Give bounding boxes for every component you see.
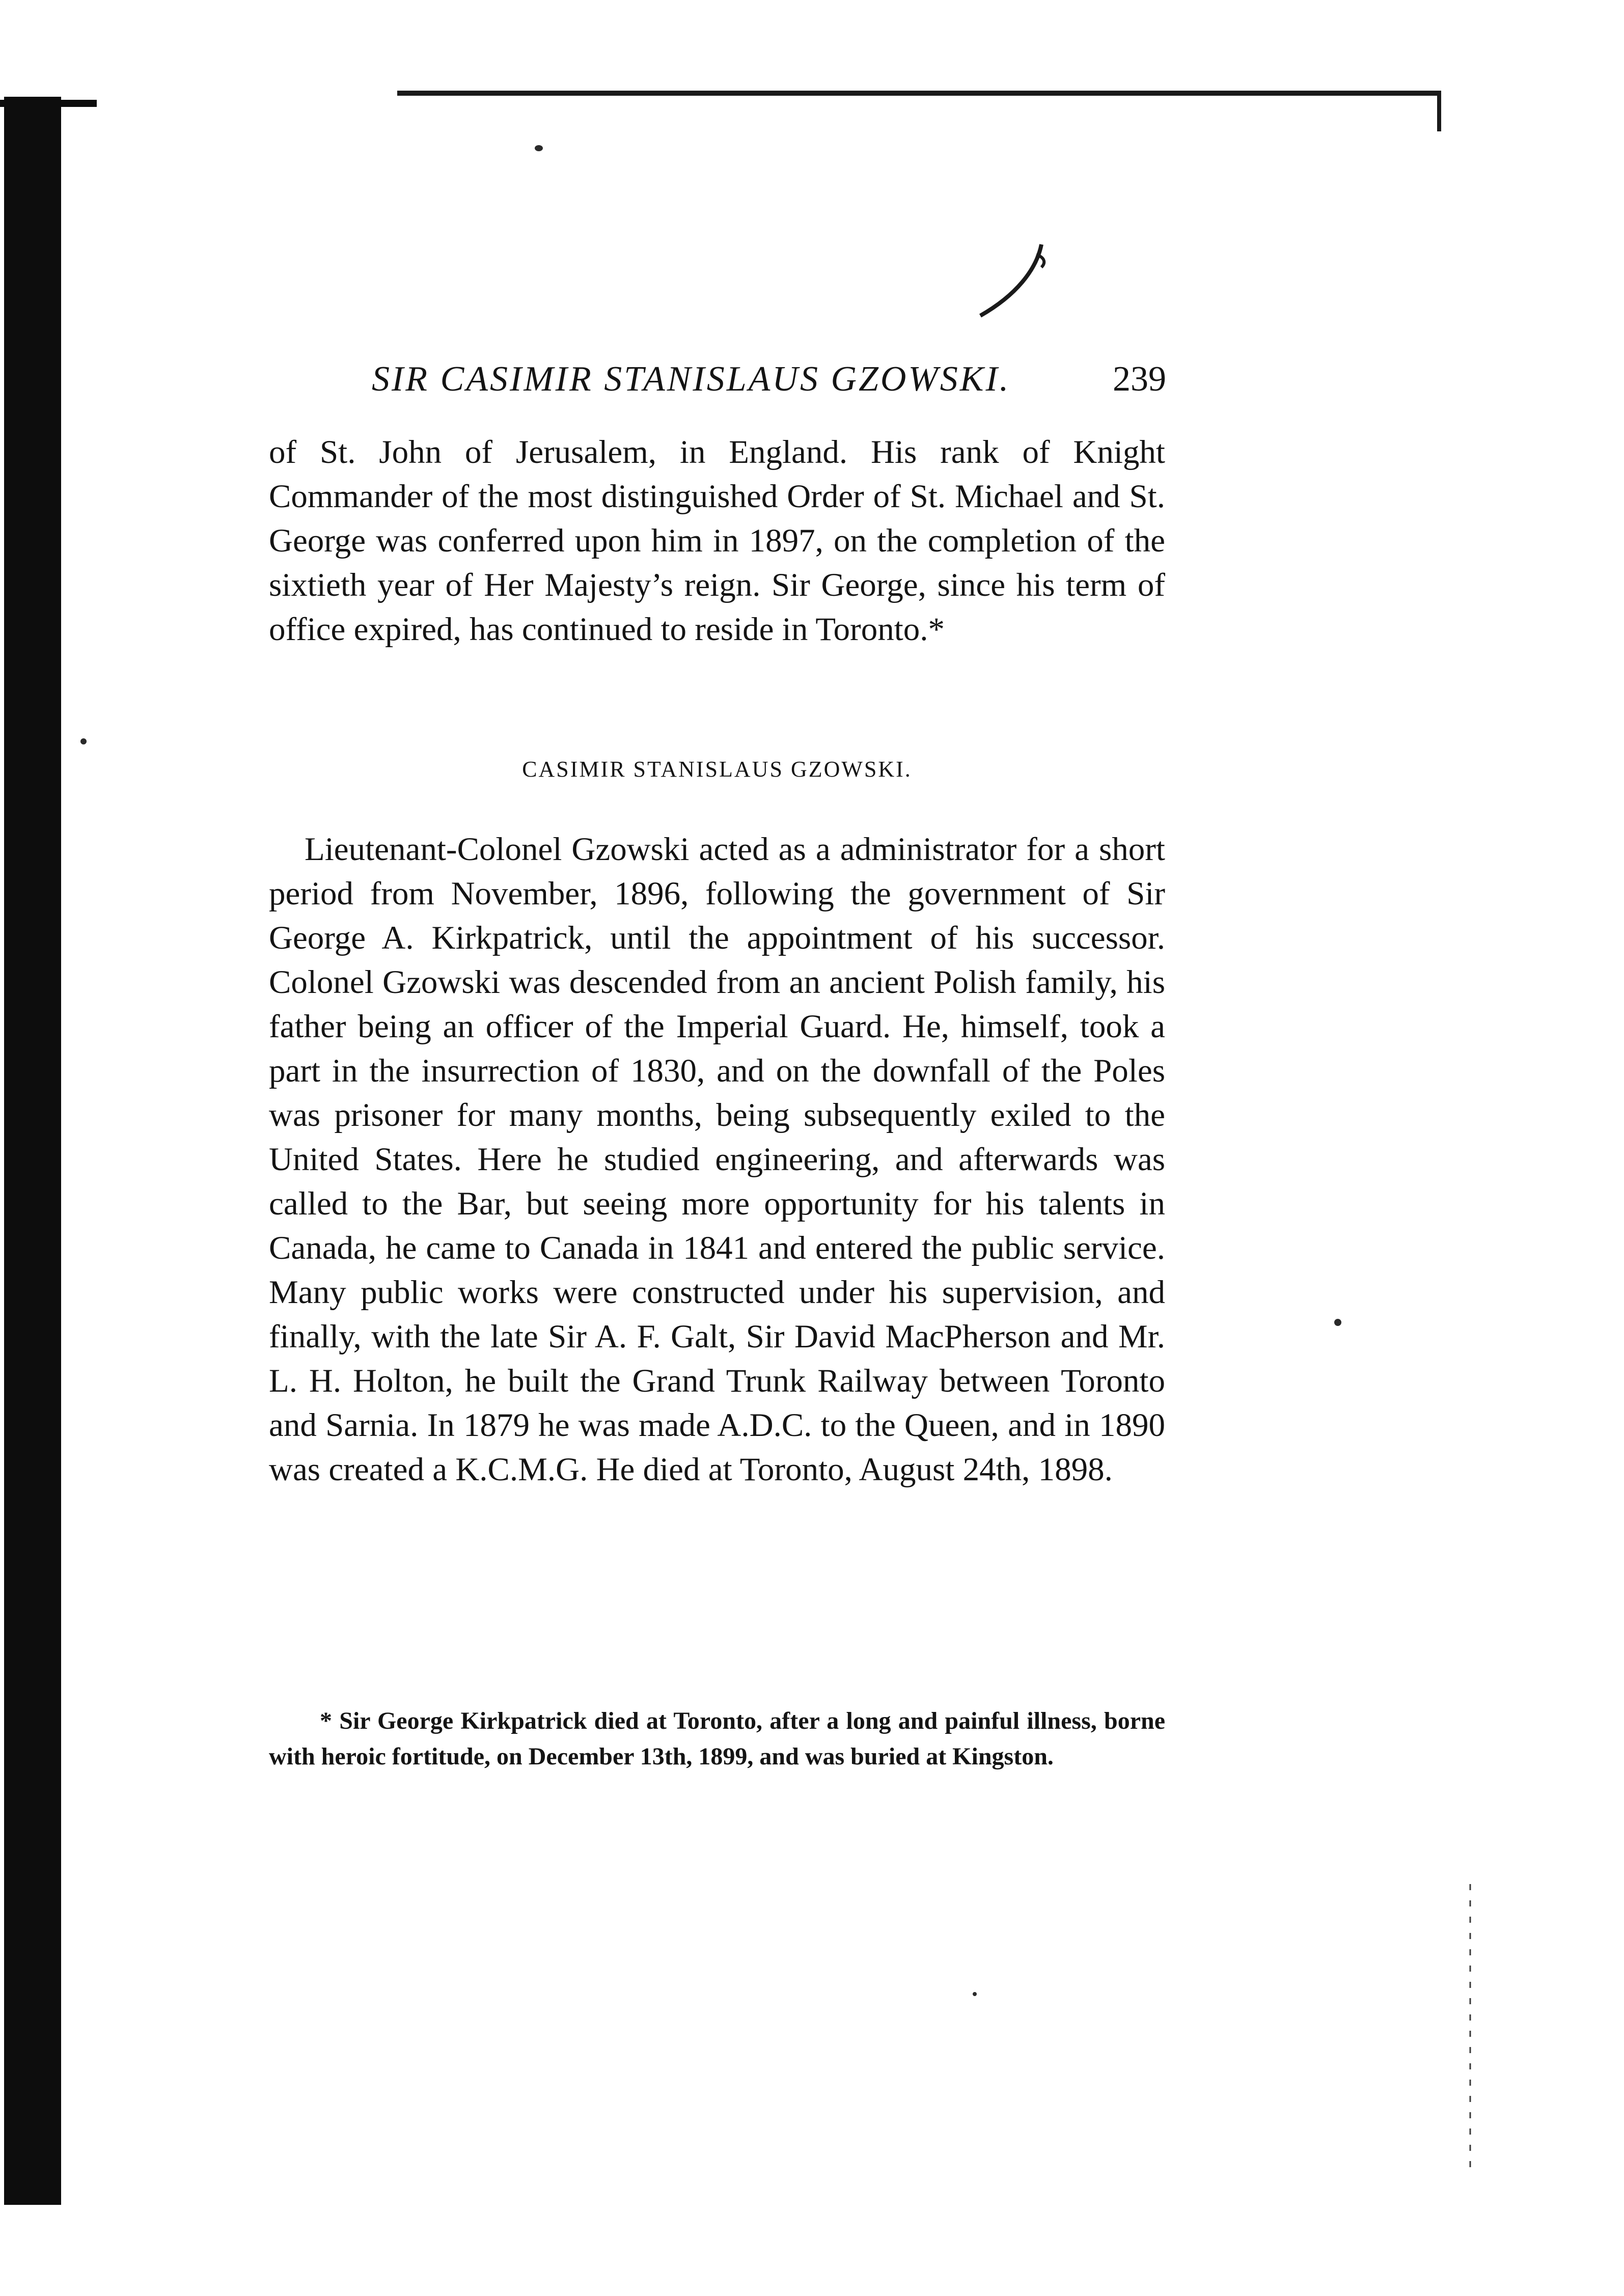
scan-speck	[80, 738, 87, 744]
pen-mark-icon	[960, 239, 1062, 321]
scan-speck	[1334, 1319, 1341, 1326]
page-number: 239	[1113, 359, 1166, 399]
scan-edge-bar	[4, 97, 61, 2205]
footnote: * Sir George Kirkpatrick died at Toronto, after a long and painful illness, borne with heroic fortitude, on December 13th, 1899, and was buried at Kingston.	[269, 1707, 1165, 1770]
top-rule-tick	[1437, 91, 1441, 131]
biography-paragraph: Lieutenant-Colonel Gzowski acted as a administrator for a short period from November, 1896, following the government of Sir George A. Kirkpatrick, until the appointment of his successor. Colonel Gzowski was descended from an ancient Polish family, his father being an officer of the Imperial Guard. He, himself, took a part in the insurrection of 1830, and on the downfall of the Poles was prisoner for many months, being subsequently exiled to the United States. Here he studied engineering, and afterwards was called to the Bar, but seeing more opportunity for his talents in Canada, he came to Canada in 1841 and entered the public service. Many public works were constructed under his supervision, and finally, with the late Sir A. F. Galt, Sir David MacPherson and Mr. L. H. Holton, he built the Grand Trunk Railway between Toronto and Sarnia. In 1879 he was made A.D.C. to the Queen, and in 1890 was created a K.C.M.G. He died at Toronto, August 24th, 1898.	[269, 831, 1165, 1488]
margin-noise	[1467, 1884, 1474, 2169]
scan-speck	[973, 1992, 977, 1996]
running-title: SIR CASIMIR STANISLAUS GZOWSKI.	[372, 359, 1011, 399]
top-rule	[397, 91, 1441, 96]
continued-paragraph: of St. John of Jerusalem, in England. His rank of Knight Commander of the most distinguished Order of St. Michael and St. George was conferred upon him in 1897, on the completion of the sixtieth year of Her Majesty’s reign. Sir George, since his term of office expired, has continued to reside in Toronto.*	[269, 434, 1165, 648]
section-heading: CASIMIR STANISLAUS GZOWSKI.	[522, 757, 912, 782]
scan-speck	[535, 145, 543, 151]
page-header	[372, 356, 1166, 402]
